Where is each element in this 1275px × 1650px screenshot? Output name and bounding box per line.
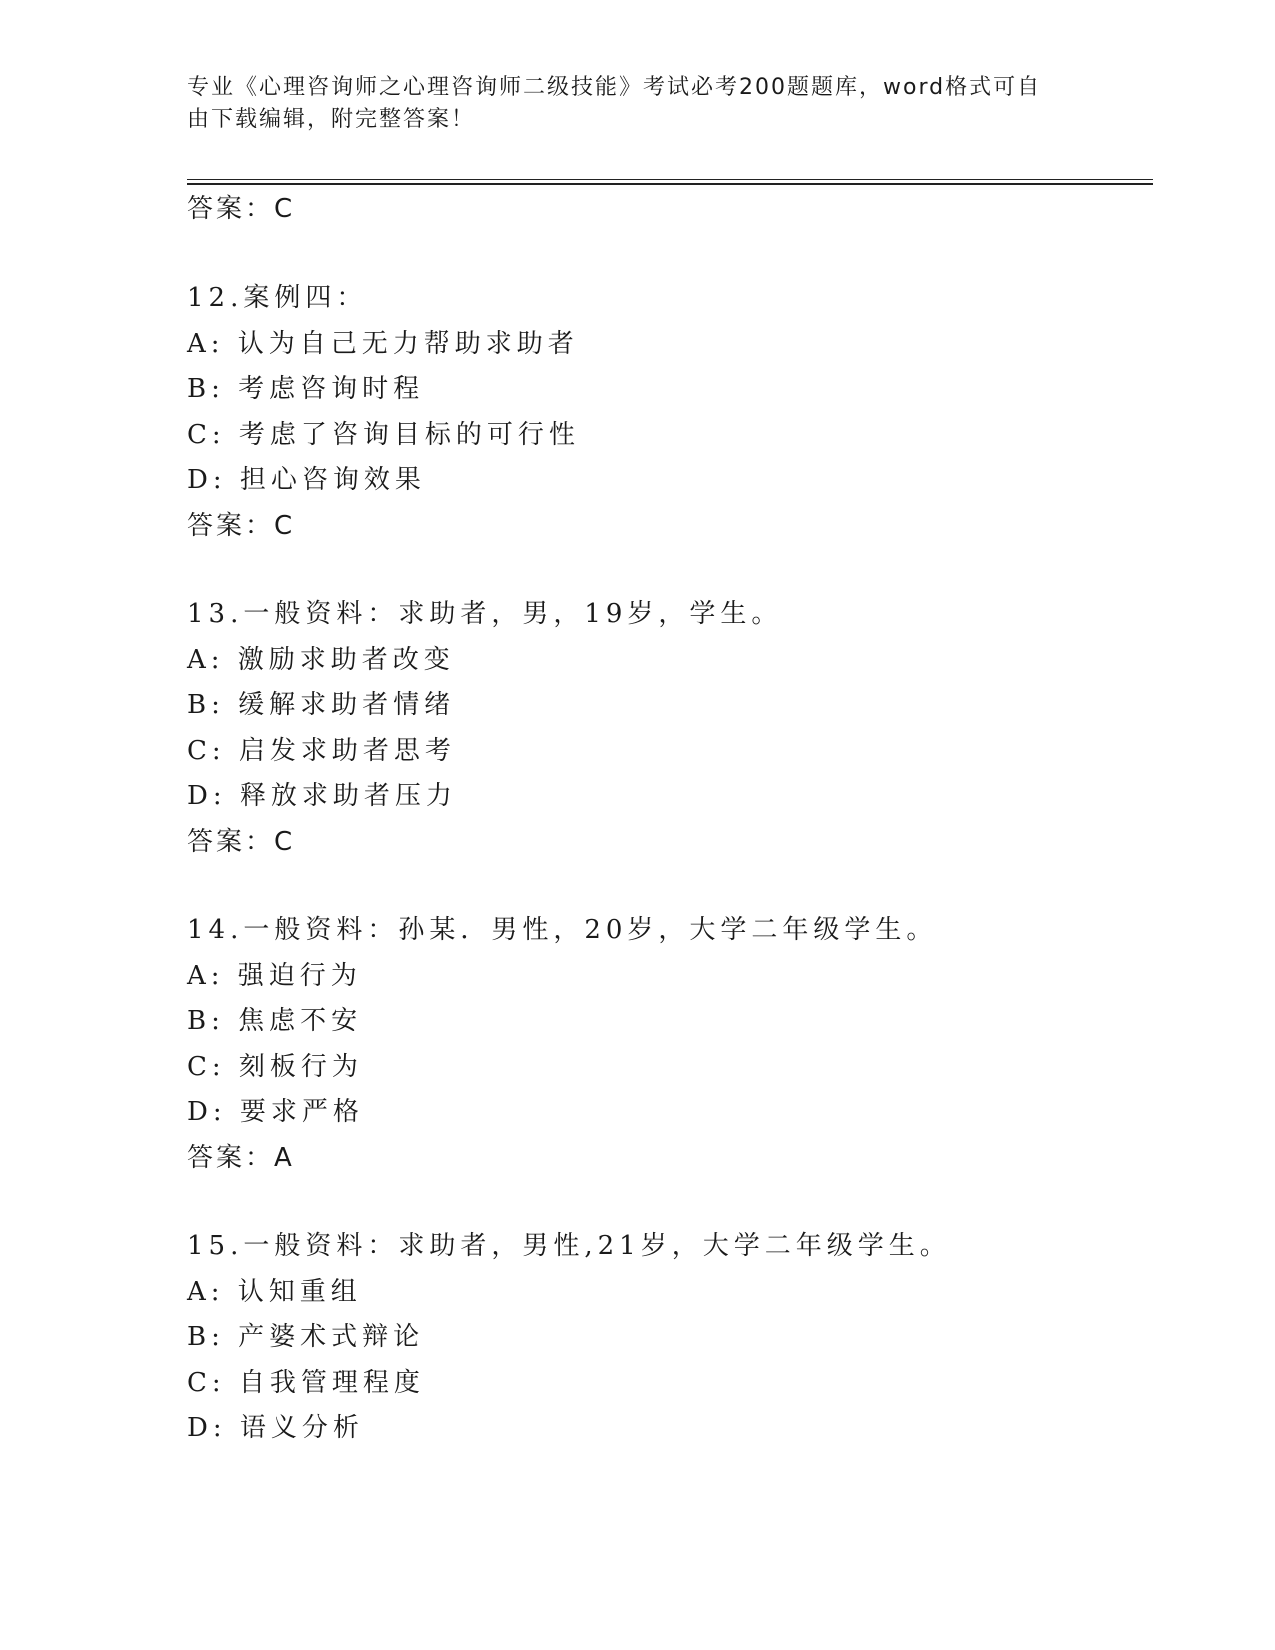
- question-14: [187, 908, 937, 1181]
- answer-line: 答案：C: [187, 510, 296, 541]
- option-b: B: 产婆术式辩论: [187, 1322, 425, 1352]
- question-stem: 12.案例四：: [187, 283, 368, 313]
- question-stem: 14.一般资料：孙某．男性，20岁，大学二年级学生。: [187, 915, 938, 945]
- header-line-2: 由下载编辑，附完整答案！: [187, 107, 476, 132]
- option-b: B: 焦虑不安: [187, 1006, 363, 1036]
- question-12: [187, 276, 580, 549]
- question-stem: 15.一般资料：求助者，男性,21岁，大学二年级学生。: [187, 1231, 951, 1261]
- answer-line: 答案：A: [187, 1142, 295, 1173]
- option-d: D: 语义分析: [187, 1413, 364, 1443]
- document-header: [187, 72, 1067, 136]
- header-divider-thin: [187, 179, 1153, 180]
- option-b: B: 考虑咨询时程: [187, 374, 425, 404]
- option-a: A: 认为自己无力帮助求助者: [187, 328, 579, 359]
- option-c: C: 启发求助者思考: [187, 735, 456, 766]
- option-a: A: 激励求助者改变: [187, 644, 455, 675]
- option-d: D: 释放求助者压力: [187, 781, 457, 811]
- option-c: C: 刻板行为: [187, 1051, 363, 1082]
- option-b: B: 缓解求助者情绪: [187, 690, 456, 720]
- option-c: C: 考虑了咨询目标的可行性: [187, 419, 580, 450]
- header-divider-thick: [187, 183, 1153, 185]
- header-line-1: 专业《心理咨询师之心理咨询师二级技能》考试必考200题题库，word格式可自: [187, 75, 1042, 100]
- option-c: C: 自我管理程度: [187, 1367, 425, 1398]
- answer-line: 答案：C: [187, 826, 296, 857]
- option-d: D: 担心咨询效果: [187, 465, 426, 495]
- option-d: D: 要求严格: [187, 1097, 364, 1127]
- answer-line: 答案：C: [187, 194, 296, 224]
- question-stem: 13.一般资料：求助者，男，19岁，学生。: [187, 599, 783, 629]
- previous-answer-block: [187, 187, 295, 233]
- question-13: [187, 592, 782, 865]
- option-a: A: 强迫行为: [187, 960, 362, 991]
- question-15: [187, 1224, 951, 1452]
- option-a: A: 认知重组: [187, 1276, 362, 1307]
